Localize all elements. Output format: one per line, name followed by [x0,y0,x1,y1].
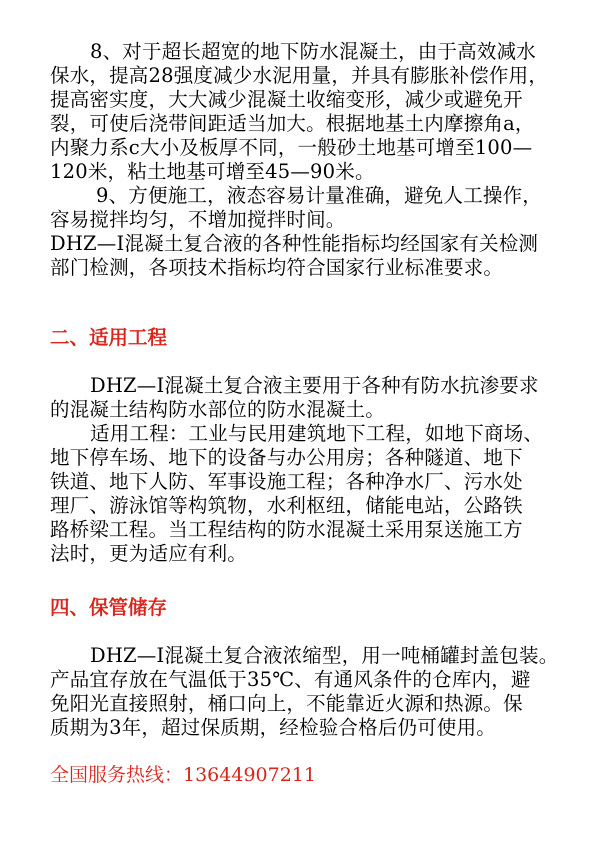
paragraph-line: DHZ—Ⅰ混凝土复合液的各种性能指标均经国家有关检测 [50,232,539,255]
paragraph-line: 适用工程：工业与民用建筑地下工程，如地下商场、 [90,422,544,445]
section-heading-applicable: 二、适用工程 [50,326,168,349]
paragraph-line: 8、对于超长超宽的地下防水混凝土，由于高效减水 [90,40,537,63]
intro-section [50,40,580,280]
section-heading-storage: 四、保管储存 [50,596,168,619]
paragraph-line: 免阳光直接照射，桶口向上，不能靠近火源和热源。保 [50,692,523,715]
paragraph-line: DHZ—Ⅰ混凝土复合液主要用于各种有防水抗渗要求 [90,374,539,397]
paragraph-line: 法时，更为适应有利。 [50,542,248,565]
paragraph-line: 内聚力系c大小及板厚不同，一般砂土地基可增至100— [50,136,533,159]
paragraph-line: 容易搅拌均匀，不增加搅拌时间。 [50,208,346,231]
paragraph-line: 的混凝土结构防水部位的防水混凝土。 [50,398,385,421]
paragraph-line: 路桥梁工程。当工程结构的防水混凝土采用泵送施工方 [50,518,523,541]
paragraph-line: 9、方便施工，液态容易计量准确，避免人工操作， [96,184,543,207]
paragraph-line: 质期为3年，超过保质期，经检验合格后仍可使用。 [50,716,497,739]
paragraph-line: 120米，粘土地基可增至45—90米。 [50,160,375,183]
paragraph-line: 裂，可使后浇带间距适当加大。根据地基土内摩擦角a， [50,112,535,135]
storage-section [50,644,580,740]
service-hotline: 全国服务热线：13644907211 [50,764,316,786]
paragraph-line: 理厂、游泳馆等构筑物，水利枢纽，储能电站，公路铁 [50,494,523,517]
paragraph-line: 保水，提高28强度减少水泥用量，并具有膨胀补偿作用， [50,64,549,87]
paragraph-line: 地下停车场、地下的设备与办公用房；各种隧道、地下 [50,446,523,469]
applicable-section [50,374,580,566]
paragraph-line: 产品宜存放在气温低于35℃、有通风条件的仓库内，避 [50,668,531,691]
paragraph-line: 提高密实度，大大减少混凝土收缩变形，减少或避免开 [50,88,523,111]
document-page [50,40,580,787]
paragraph-line: DHZ—Ⅰ混凝土复合液浓缩型，用一吨桶罐封盖包装。 [90,644,559,667]
paragraph-line: 部门检测，各项技术指标均符合国家行业标准要求。 [50,256,504,279]
paragraph-line: 铁道、地下人防、军事设施工程；各种净水厂、污水处 [50,470,523,493]
